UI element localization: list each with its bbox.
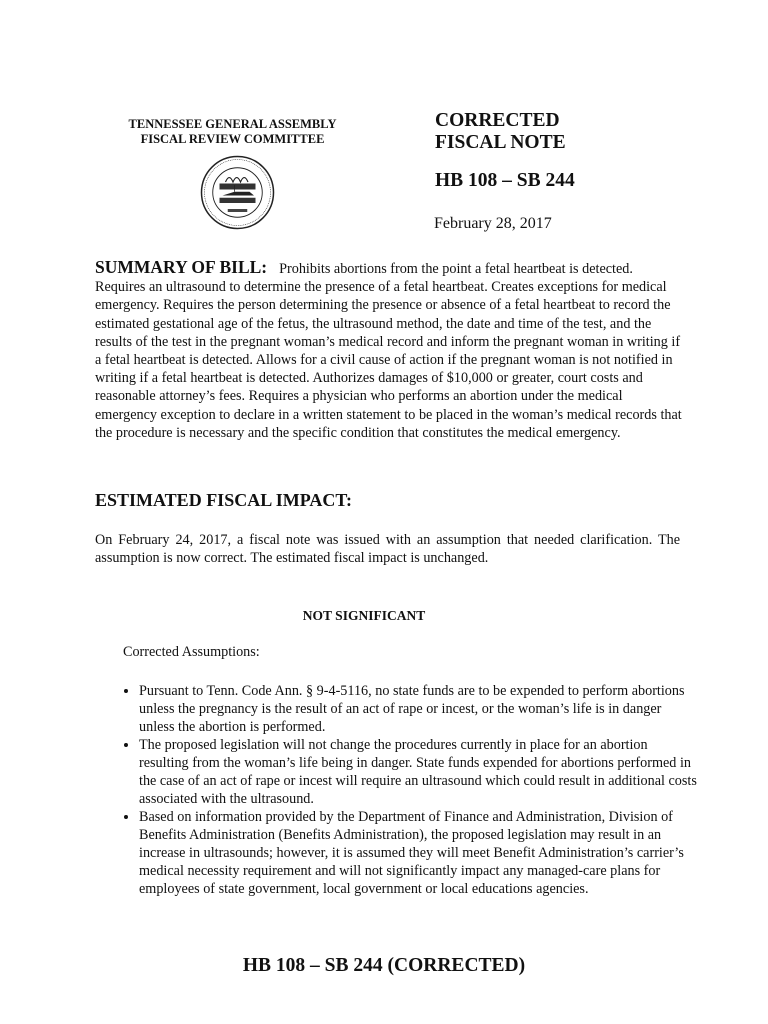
impact-heading: ESTIMATED FISCAL IMPACT: bbox=[95, 490, 353, 510]
state-seal-icon bbox=[200, 155, 275, 230]
summary-heading: SUMMARY OF BILL: bbox=[95, 257, 268, 277]
document-date: February 28, 2017 bbox=[434, 215, 552, 232]
assumption-item: • The proposed legislation will not change the procedures currently in place for an abortion resulting from the woman’s life being in danger. State funds expended for abortions performed in the case of an act of rape or incest will require an ultrasound which could result in additional costs associated with the ultrasound. bbox=[139, 736, 699, 808]
assumptions-label: Corrected Assumptions: bbox=[123, 644, 260, 660]
document-title bbox=[435, 110, 566, 154]
page-footer: HB 108 – SB 244 (CORRECTED) bbox=[242, 955, 526, 976]
title-line-2: FISCAL NOTE bbox=[435, 132, 566, 153]
assumptions-list bbox=[121, 682, 699, 898]
summary-section bbox=[95, 258, 685, 442]
assumption-item: • Pursuant to Tenn. Code Ann. § 9-4-5116, no state funds are to be expended to perform abortions unless the pregnancy is the result of an act of rape or incest, or the woman’s life is in danger unless the abortion is performed. bbox=[139, 682, 699, 736]
impact-result: NOT SIGNIFICANT bbox=[302, 608, 426, 623]
organization-name bbox=[100, 117, 365, 147]
impact-text: On February 24, 2017, a fiscal note was issued with an assumption that needed clarification. The assumption is now correct. The estimated fiscal impact is unchanged. bbox=[95, 532, 680, 567]
title-line-1: CORRECTED bbox=[435, 110, 560, 131]
org-line-2: FISCAL REVIEW COMMITTEE bbox=[140, 132, 325, 146]
bill-number: HB 108 – SB 244 bbox=[435, 170, 575, 191]
org-line-1: TENNESSEE GENERAL ASSEMBLY bbox=[128, 117, 337, 131]
assumption-item: • Based on information provided by the Department of Finance and Administration, Division of Benefits Administration (Benefits Administration), the proposed legislation may result in an increase in ultrasounds; however, it is assumed they will meet Benefit Administration’s carrier’s medical necessity requirement and will not significantly impact any managed-care plans for employees of state government, local government or local educations agencies. bbox=[139, 808, 699, 898]
summary-text: Prohibits abortions from the point a fetal heartbeat is detected. Requires an ultrasound to determine the presence of a fetal heartbeat. Creates exceptions for medical emergency. Requires the person determining the presence or absence of a fetal heartbeat to record the estimated gestational age of the fetus, the ultrasound method, the date and time of the test, and the results of the test in the pregnant woman’s medical record and inform the pregnant woman in writing if a fetal heartbeat is detected. Allows for a civil cause of action if the pregnant woman is not notified in writing if a fetal heartbeat is detected. Authorizes damages of $10,000 or greater, court costs and reasonable attorney’s fees. Requires a physician who performs an abortion under the medical emergency exception to declare in a written statement to be placed in the woman’s medical records that the procedure is necessary and the specific condition that constitutes the medical emergency. bbox=[95, 261, 682, 441]
